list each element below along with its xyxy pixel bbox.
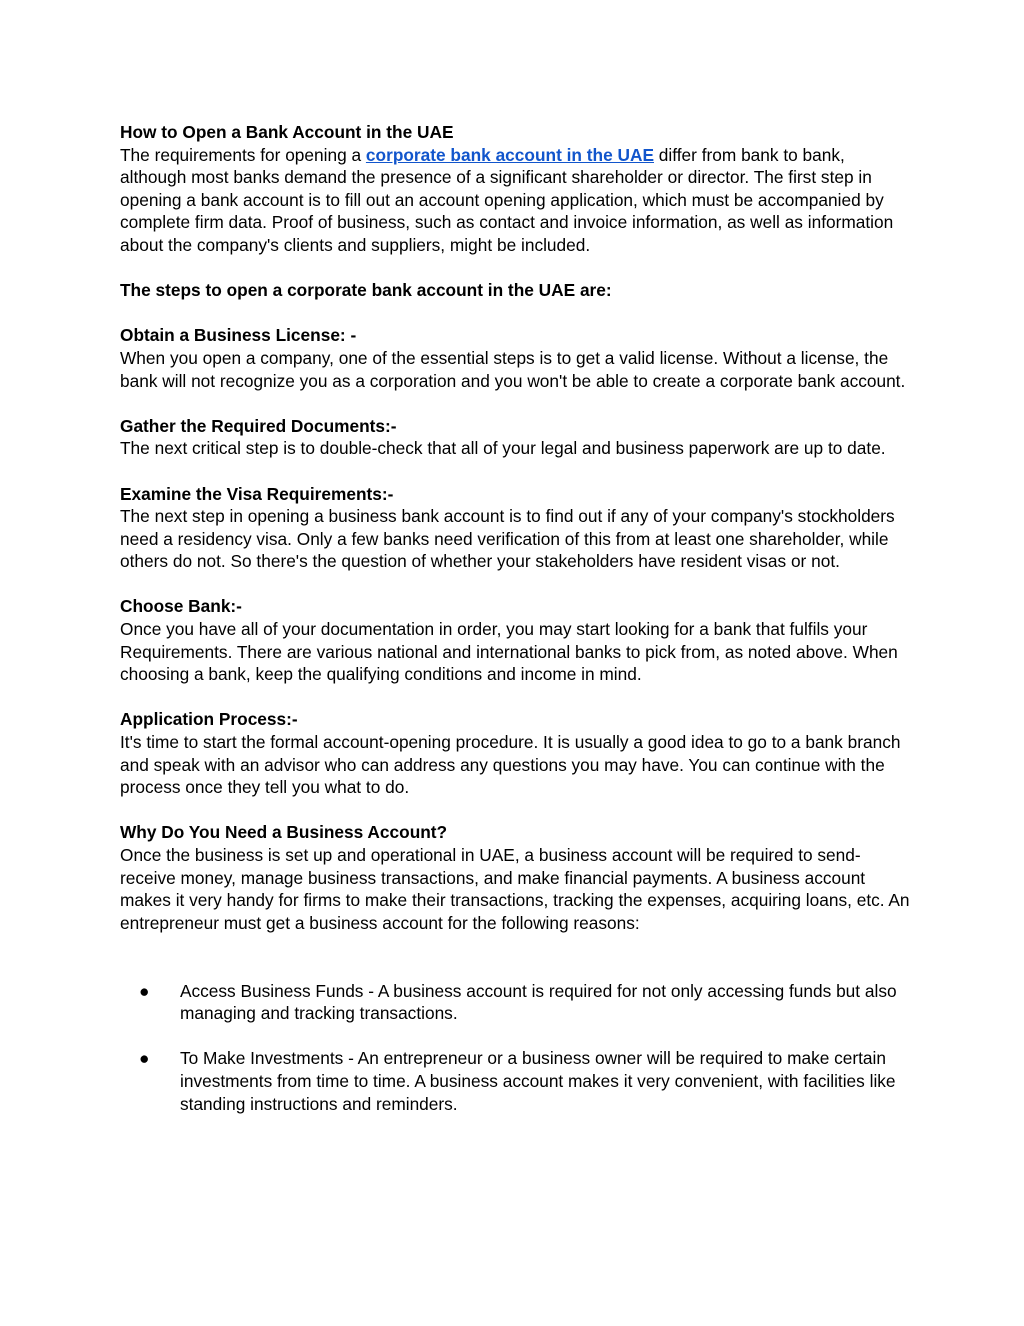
bullet-icon: ● [139, 1048, 150, 1069]
reasons-list [120, 980, 910, 1116]
list-item-text: Access Business Funds - A business account is required for not only accessing funds but also managing and tracking transactions. [180, 980, 897, 1024]
bullet-icon: ● [139, 980, 150, 1001]
intro-paragraph [120, 144, 910, 257]
section-body: It's time to start the formal account-opening procedure. It is usually a good idea to go to a bank branch and speak with an advisor who can address any questions you may have. You can continue with the process once they tell you what to do. [120, 732, 901, 798]
section-visa-requirements [120, 483, 910, 573]
intro-text-after-link: differ from bank to bank, although most banks demand the presence of a significant shareholder or director. The first step in opening a bank account is to fill out an account opening application, which must be accompanied by complete firm data. Proof of business, such as contact and invoice information, as well as information about the company's clients and suppliers, might be included. [120, 144, 894, 255]
section-heading: Why Do You Need a Business Account? [120, 822, 448, 843]
steps-heading: The steps to open a corporate bank account in the UAE are: [120, 280, 612, 301]
document-page [120, 121, 910, 1138]
section-why-business-account [120, 821, 910, 934]
steps-heading-block [120, 279, 910, 302]
list-item-text: To Make Investments - An entrepreneur or a business owner will be required to make certain investments from time to time. A business account makes it very convenient, with facilities like standing instructions and reminders. [180, 1048, 896, 1114]
section-application-process [120, 708, 910, 798]
section-business-license [120, 324, 910, 392]
section-body: When you open a company, one of the essential steps is to get a valid license. Without a license, the bank will not recognize you as a corporation and you won't be able to create a corporate bank account. [120, 347, 906, 391]
corporate-bank-account-link[interactable]: corporate bank account in the UAE [365, 144, 654, 165]
spacer [120, 957, 910, 980]
section-body: Once you have all of your documentation in order, you may start looking for a bank that fulfils your Requirements. There are various national and international banks to pick from, as noted above. When choosing a bank, keep the qualifying conditions and income in mind. [120, 619, 898, 685]
section-heading: Gather the Required Documents:- [120, 415, 397, 436]
section-body: The next critical step is to double-check that all of your legal and business paperwork are up to date. [120, 438, 886, 459]
section-heading: Obtain a Business License: - [120, 325, 357, 346]
intro-text-before-link: The requirements for opening a [120, 144, 366, 165]
section-choose-bank [120, 595, 910, 685]
section-heading: Choose Bank:- [120, 596, 242, 617]
list-item [120, 980, 910, 1025]
section-required-documents [120, 415, 910, 460]
section-heading: Examine the Visa Requirements:- [120, 483, 394, 504]
intro-section [120, 121, 910, 257]
list-item [120, 1047, 910, 1115]
document-title: How to Open a Bank Account in the UAE [120, 122, 454, 142]
section-body: The next step in opening a business bank account is to find out if any of your company's stockholders need a residency visa. Only a few banks need verification of this from at least one shareholder, while others do not. So there's the question of whether your stakeholders have resident visas or not. [120, 506, 895, 572]
section-heading: Application Process:- [120, 709, 298, 730]
section-body: Once the business is set up and operational in UAE, a business account will be required to send-receive money, manage business transactions, and make financial payments. A business account makes it very handy for firms to make their transactions, tracking the expenses, acquiring loans, etc. An entrepreneur must get a business account for the following reasons: [120, 845, 910, 933]
